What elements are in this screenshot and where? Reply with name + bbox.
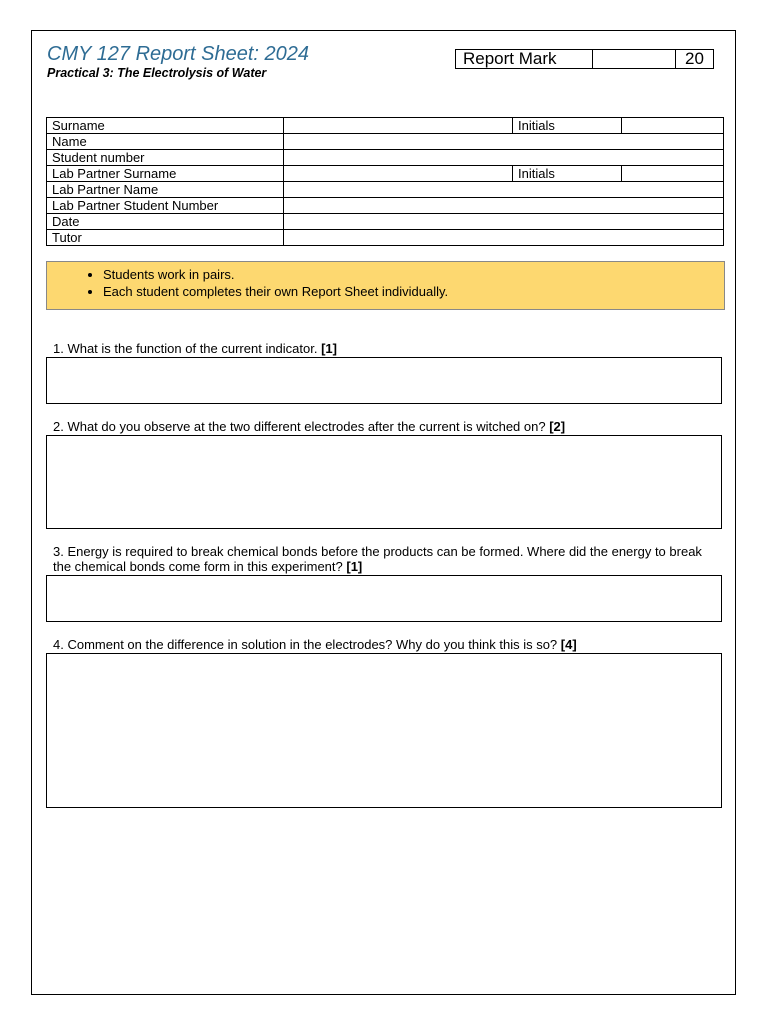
partner-name-field[interactable] (284, 182, 724, 198)
question-3 (53, 544, 723, 574)
report-mark-box (455, 49, 714, 69)
table-row (47, 230, 724, 246)
instructions-notice (46, 261, 725, 310)
initials-field[interactable] (622, 118, 724, 134)
question-2 (53, 419, 723, 434)
initials-label: Initials (513, 118, 622, 134)
answer-box-3[interactable] (46, 575, 722, 622)
question-4 (53, 637, 723, 652)
table-row (47, 166, 724, 182)
partner-student-number-field[interactable] (284, 198, 724, 214)
question-1 (53, 341, 723, 356)
partner-surname-field[interactable] (284, 166, 513, 182)
question-3-text: 3. Energy is required to break chemical bonds before the products can be formed. Where did the energy to break the chemical bonds come form in this experiment? (53, 544, 702, 574)
student-number-label: Student number (47, 150, 284, 166)
table-row (47, 214, 724, 230)
question-2-text: 2. What do you observe at the two different electrodes after the current is witched on? (53, 419, 550, 434)
table-row (47, 198, 724, 214)
tutor-label: Tutor (47, 230, 284, 246)
table-row (47, 134, 724, 150)
report-mark-value[interactable] (593, 50, 676, 68)
date-field[interactable] (284, 214, 724, 230)
table-row (47, 118, 724, 134)
report-mark-label: Report Mark (456, 50, 593, 68)
list-item: • Each student completes their own Report Sheet individually. (103, 283, 724, 300)
answer-box-4[interactable] (46, 653, 722, 808)
page-subtitle: Practical 3: The Electrolysis of Water (47, 66, 267, 80)
instructions-list (47, 266, 724, 300)
partner-surname-label: Lab Partner Surname (47, 166, 284, 182)
question-4-text: 4. Comment on the difference in solution in the electrodes? Why do you think this is so? (53, 637, 561, 652)
date-label: Date (47, 214, 284, 230)
page-title: CMY 127 Report Sheet: 2024 (47, 43, 310, 65)
name-label: Name (47, 134, 284, 150)
name-field[interactable] (284, 134, 724, 150)
student-number-field[interactable] (284, 150, 724, 166)
surname-field[interactable] (284, 118, 513, 134)
question-3-marks: [1] (346, 559, 363, 574)
table-row (47, 182, 724, 198)
partner-initials-label: Initials (513, 166, 622, 182)
tutor-field[interactable] (284, 230, 724, 246)
answer-box-2[interactable] (46, 435, 722, 529)
question-4-marks: [4] (560, 637, 577, 652)
question-1-text: 1. What is the function of the current indicator. (53, 341, 322, 356)
student-info-table (46, 117, 724, 246)
partner-student-number-label: Lab Partner Student Number (47, 198, 284, 214)
answer-box-1[interactable] (46, 357, 722, 404)
report-mark-total: 20 (685, 49, 704, 68)
question-1-marks: [1] (321, 341, 337, 356)
list-item: • Students work in pairs. (103, 266, 724, 283)
table-row (47, 150, 724, 166)
surname-label: Surname (47, 118, 284, 134)
question-2-marks: [2] (549, 419, 566, 434)
partner-name-label: Lab Partner Name (47, 182, 284, 198)
partner-initials-field[interactable] (622, 166, 724, 182)
